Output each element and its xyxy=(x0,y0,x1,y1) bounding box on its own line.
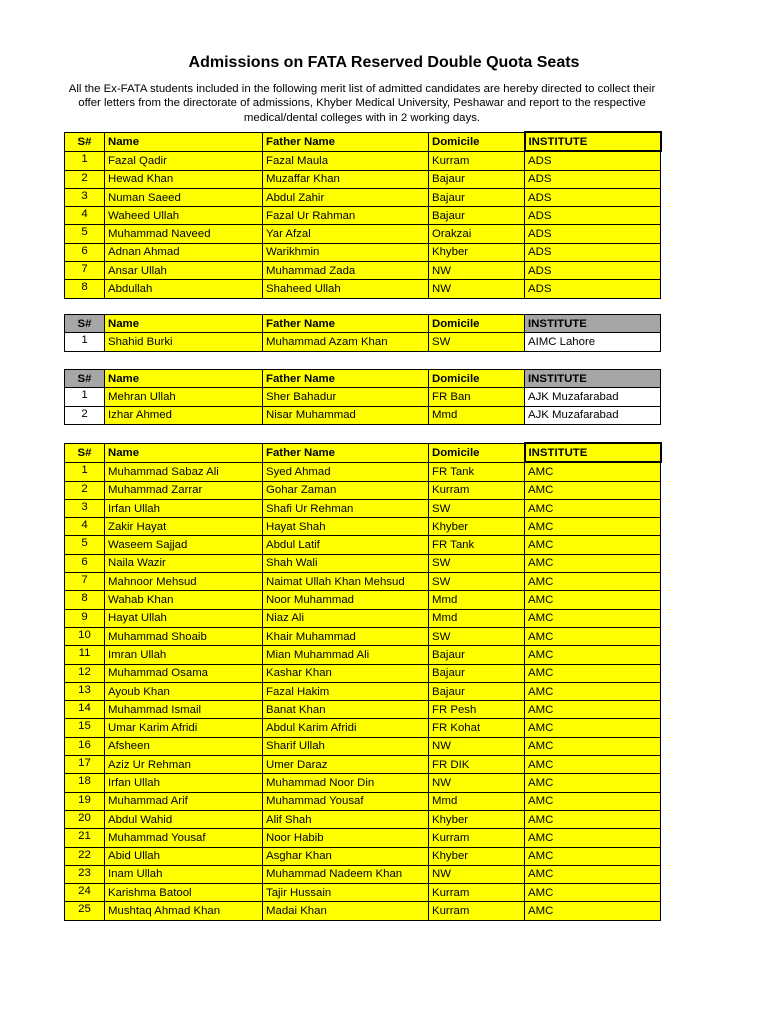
row-institute: ADS xyxy=(525,243,661,261)
row-father-name: Muhammad Yousaf xyxy=(263,792,429,810)
row-institute: AJK Muzafarabad xyxy=(525,388,661,406)
row-domicile: Kurram xyxy=(429,151,525,170)
row-domicile: SW xyxy=(429,573,525,591)
row-institute: AMC xyxy=(525,499,661,517)
row-name: Abid Ullah xyxy=(105,847,263,865)
row-serial-number: 19 xyxy=(65,792,105,810)
row-serial-number: 2 xyxy=(65,406,105,424)
row-domicile: SW xyxy=(429,627,525,645)
row-institute: AMC xyxy=(525,774,661,792)
table-row xyxy=(65,719,661,737)
row-father-name: Kashar Khan xyxy=(263,664,429,682)
table-row xyxy=(65,388,661,406)
row-institute: AMC xyxy=(525,573,661,591)
table-row xyxy=(65,865,661,883)
row-serial-number: 13 xyxy=(65,682,105,700)
row-institute: AJK Muzafarabad xyxy=(525,406,661,424)
row-institute: AMC xyxy=(525,884,661,902)
row-name: Irfan Ullah xyxy=(105,774,263,792)
row-institute: AMC xyxy=(525,554,661,572)
table-row xyxy=(65,262,661,280)
row-institute: AMC xyxy=(525,902,661,920)
row-serial-number: 7 xyxy=(65,262,105,280)
row-institute: AMC xyxy=(525,664,661,682)
row-serial-number: 1 xyxy=(65,151,105,170)
row-institute: AMC xyxy=(525,627,661,645)
ads-table xyxy=(64,131,662,299)
row-father-name: Asghar Khan xyxy=(263,847,429,865)
header-father-name: Father Name xyxy=(263,443,429,462)
row-serial-number: 4 xyxy=(65,518,105,536)
row-domicile: FR Pesh xyxy=(429,701,525,719)
row-father-name: Fazal Hakim xyxy=(263,682,429,700)
amc-table xyxy=(64,442,662,921)
header-father-name: Father Name xyxy=(263,132,429,151)
header-institute: INSTITUTE xyxy=(525,132,661,151)
table-row xyxy=(65,847,661,865)
row-institute: AMC xyxy=(525,865,661,883)
table-row xyxy=(65,756,661,774)
row-father-name: Muhammad Noor Din xyxy=(263,774,429,792)
row-institute: AMC xyxy=(525,737,661,755)
table-row xyxy=(65,829,661,847)
row-institute: AMC xyxy=(525,536,661,554)
row-father-name: Umer Daraz xyxy=(263,756,429,774)
row-father-name: Sher Bahadur xyxy=(263,388,429,406)
row-serial-number: 22 xyxy=(65,847,105,865)
row-serial-number: 17 xyxy=(65,756,105,774)
table-row xyxy=(65,207,661,225)
row-father-name: Madai Khan xyxy=(263,902,429,920)
table-row xyxy=(65,701,661,719)
row-name: Muhammad Zarrar xyxy=(105,481,263,499)
table-header-row xyxy=(65,132,661,151)
row-domicile: Kurram xyxy=(429,481,525,499)
row-domicile: FR Tank xyxy=(429,536,525,554)
row-serial-number: 2 xyxy=(65,170,105,188)
row-name: Izhar Ahmed xyxy=(105,406,263,424)
row-father-name: Nisar Muhammad xyxy=(263,406,429,424)
table-row xyxy=(65,810,661,828)
row-serial-number: 12 xyxy=(65,664,105,682)
row-domicile: Mmd xyxy=(429,609,525,627)
header-father-name: Father Name xyxy=(263,315,429,333)
table-row xyxy=(65,225,661,243)
row-serial-number: 25 xyxy=(65,902,105,920)
row-serial-number: 6 xyxy=(65,554,105,572)
header-institute: INSTITUTE xyxy=(525,370,661,388)
row-serial-number: 16 xyxy=(65,737,105,755)
row-domicile: Bajaur xyxy=(429,664,525,682)
header-domicile: Domicile xyxy=(429,132,525,151)
row-serial-number: 10 xyxy=(65,627,105,645)
row-serial-number: 5 xyxy=(65,225,105,243)
table-row xyxy=(65,170,661,188)
row-institute: ADS xyxy=(525,170,661,188)
row-institute: AMC xyxy=(525,847,661,865)
row-domicile: NW xyxy=(429,262,525,280)
row-name: Ansar Ullah xyxy=(105,262,263,280)
row-name: Mehran Ullah xyxy=(105,388,263,406)
row-institute: ADS xyxy=(525,151,661,170)
row-father-name: Sharif Ullah xyxy=(263,737,429,755)
row-name: Waheed Ullah xyxy=(105,207,263,225)
row-name: Mushtaq Ahmad Khan xyxy=(105,902,263,920)
row-domicile: Mmd xyxy=(429,406,525,424)
row-serial-number: 20 xyxy=(65,810,105,828)
table-header-row xyxy=(65,315,661,333)
row-name: Aziz Ur Rehman xyxy=(105,756,263,774)
row-name: Wahab Khan xyxy=(105,591,263,609)
row-institute: AIMC Lahore xyxy=(525,333,661,351)
row-domicile: Mmd xyxy=(429,792,525,810)
row-father-name: Abdul Latif xyxy=(263,536,429,554)
row-name: Shahid Burki xyxy=(105,333,263,351)
header-father-name: Father Name xyxy=(263,370,429,388)
page-title: Admissions on FATA Reserved Double Quota Seats xyxy=(188,54,580,71)
table-row xyxy=(65,280,661,298)
row-institute: ADS xyxy=(525,225,661,243)
row-father-name: Shah Wali xyxy=(263,554,429,572)
header-sn: S# xyxy=(65,315,105,333)
row-father-name: Abdul Karim Afridi xyxy=(263,719,429,737)
row-name: Muhammad Shoaib xyxy=(105,627,263,645)
row-serial-number: 1 xyxy=(65,462,105,481)
row-serial-number: 3 xyxy=(65,499,105,517)
row-father-name: Abdul Zahir xyxy=(263,188,429,206)
row-domicile: Bajaur xyxy=(429,646,525,664)
header-sn: S# xyxy=(65,132,105,151)
row-father-name: Yar Afzal xyxy=(263,225,429,243)
row-institute: AMC xyxy=(525,646,661,664)
table-row xyxy=(65,591,661,609)
row-name: Ayoub Khan xyxy=(105,682,263,700)
row-name: Inam Ullah xyxy=(105,865,263,883)
header-name: Name xyxy=(105,370,263,388)
row-name: Mahnoor Mehsud xyxy=(105,573,263,591)
table-row xyxy=(65,884,661,902)
row-serial-number: 8 xyxy=(65,591,105,609)
table-row xyxy=(65,664,661,682)
table-row xyxy=(65,536,661,554)
row-father-name: Noor Muhammad xyxy=(263,591,429,609)
row-institute: ADS xyxy=(525,280,661,298)
row-domicile: NW xyxy=(429,280,525,298)
row-domicile: Mmd xyxy=(429,591,525,609)
row-name: Muhammad Sabaz Ali xyxy=(105,462,263,481)
table-row xyxy=(65,609,661,627)
row-domicile: NW xyxy=(429,737,525,755)
row-serial-number: 15 xyxy=(65,719,105,737)
row-father-name: Shafi Ur Rehman xyxy=(263,499,429,517)
row-institute: AMC xyxy=(525,518,661,536)
row-name: Umar Karim Afridi xyxy=(105,719,263,737)
row-serial-number: 8 xyxy=(65,280,105,298)
row-institute: AMC xyxy=(525,481,661,499)
row-father-name: Niaz Ali xyxy=(263,609,429,627)
row-name: Hewad Khan xyxy=(105,170,263,188)
table-row xyxy=(65,573,661,591)
row-domicile: Bajaur xyxy=(429,170,525,188)
row-domicile: Khyber xyxy=(429,243,525,261)
header-domicile: Domicile xyxy=(429,370,525,388)
table-row xyxy=(65,151,661,170)
row-name: Numan Saeed xyxy=(105,188,263,206)
table-row xyxy=(65,243,661,261)
row-father-name: Banat Khan xyxy=(263,701,429,719)
row-domicile: Khyber xyxy=(429,810,525,828)
header-sn: S# xyxy=(65,443,105,462)
row-father-name: Mian Muhammad Ali xyxy=(263,646,429,664)
row-name: Muhammad Osama xyxy=(105,664,263,682)
row-name: Irfan Ullah xyxy=(105,499,263,517)
row-domicile: Kurram xyxy=(429,829,525,847)
row-domicile: Bajaur xyxy=(429,682,525,700)
row-name: Waseem Sajjad xyxy=(105,536,263,554)
row-father-name: Tajir Hussain xyxy=(263,884,429,902)
row-serial-number: 11 xyxy=(65,646,105,664)
row-serial-number: 4 xyxy=(65,207,105,225)
row-name: Zakir Hayat xyxy=(105,518,263,536)
row-serial-number: 21 xyxy=(65,829,105,847)
row-father-name: Shaheed Ullah xyxy=(263,280,429,298)
table-row xyxy=(65,499,661,517)
row-domicile: SW xyxy=(429,499,525,517)
row-serial-number: 7 xyxy=(65,573,105,591)
row-institute: AMC xyxy=(525,701,661,719)
header-sn: S# xyxy=(65,370,105,388)
row-domicile: FR Kohat xyxy=(429,719,525,737)
table-row xyxy=(65,682,661,700)
row-serial-number: 23 xyxy=(65,865,105,883)
row-institute: ADS xyxy=(525,188,661,206)
row-domicile: Bajaur xyxy=(429,188,525,206)
row-father-name: Muhammad Zada xyxy=(263,262,429,280)
table-header-row xyxy=(65,443,661,462)
table-row xyxy=(65,333,661,351)
row-domicile: Khyber xyxy=(429,518,525,536)
row-domicile: NW xyxy=(429,774,525,792)
row-father-name: Naimat Ullah Khan Mehsud xyxy=(263,573,429,591)
table-row xyxy=(65,792,661,810)
table-row xyxy=(65,646,661,664)
row-name: Adnan Ahmad xyxy=(105,243,263,261)
header-institute: INSTITUTE xyxy=(525,443,661,462)
table-row xyxy=(65,902,661,920)
header-name: Name xyxy=(105,132,263,151)
table-row xyxy=(65,406,661,424)
row-domicile: FR Ban xyxy=(429,388,525,406)
row-name: Abdul Wahid xyxy=(105,810,263,828)
row-serial-number: 2 xyxy=(65,481,105,499)
row-institute: AMC xyxy=(525,462,661,481)
row-serial-number: 5 xyxy=(65,536,105,554)
row-father-name: Khair Muhammad xyxy=(263,627,429,645)
row-name: Hayat Ullah xyxy=(105,609,263,627)
header-name: Name xyxy=(105,315,263,333)
row-serial-number: 1 xyxy=(65,333,105,351)
header-domicile: Domicile xyxy=(429,315,525,333)
row-name: Muhammad Yousaf xyxy=(105,829,263,847)
row-domicile: Khyber xyxy=(429,847,525,865)
row-name: Karishma Batool xyxy=(105,884,263,902)
row-name: Muhammad Arif xyxy=(105,792,263,810)
row-institute: AMC xyxy=(525,756,661,774)
row-domicile: Orakzai xyxy=(429,225,525,243)
row-serial-number: 3 xyxy=(65,188,105,206)
row-father-name: Warikhmin xyxy=(263,243,429,261)
row-name: Muhammad Ismail xyxy=(105,701,263,719)
table-row xyxy=(65,481,661,499)
table-row xyxy=(65,462,661,481)
row-father-name: Syed Ahmad xyxy=(263,462,429,481)
header-institute: INSTITUTE xyxy=(525,315,661,333)
row-institute: AMC xyxy=(525,829,661,847)
table-row xyxy=(65,188,661,206)
row-institute: ADS xyxy=(525,207,661,225)
row-domicile: FR Tank xyxy=(429,462,525,481)
row-father-name: Noor Habib xyxy=(263,829,429,847)
header-name: Name xyxy=(105,443,263,462)
row-father-name: Fazal Maula xyxy=(263,151,429,170)
row-name: Fazal Qadir xyxy=(105,151,263,170)
row-name: Imran Ullah xyxy=(105,646,263,664)
table-row xyxy=(65,518,661,536)
row-serial-number: 14 xyxy=(65,701,105,719)
row-name: Muhammad Naveed xyxy=(105,225,263,243)
row-serial-number: 24 xyxy=(65,884,105,902)
row-institute: AMC xyxy=(525,810,661,828)
row-father-name: Muhammad Azam Khan xyxy=(263,333,429,351)
row-domicile: FR DIK xyxy=(429,756,525,774)
table-row xyxy=(65,774,661,792)
row-father-name: Fazal Ur Rahman xyxy=(263,207,429,225)
row-institute: AMC xyxy=(525,792,661,810)
row-father-name: Muhammad Nadeem Khan xyxy=(263,865,429,883)
intro-paragraph: All the Ex-FATA students included in the following merit list of admitted candidates are hereby directed to collect their offer letters from the directorate of admissions, Khyber Medical University, Peshawar and report to the respective medical/dental colleges with in 2 working days. xyxy=(68,83,656,124)
row-serial-number: 18 xyxy=(65,774,105,792)
row-domicile: Kurram xyxy=(429,884,525,902)
row-domicile: SW xyxy=(429,554,525,572)
row-name: Abdullah xyxy=(105,280,263,298)
row-father-name: Alif Shah xyxy=(263,810,429,828)
row-serial-number: 6 xyxy=(65,243,105,261)
row-serial-number: 1 xyxy=(65,388,105,406)
row-domicile: Bajaur xyxy=(429,207,525,225)
row-serial-number: 9 xyxy=(65,609,105,627)
table-row xyxy=(65,737,661,755)
row-father-name: Gohar Zaman xyxy=(263,481,429,499)
row-name: Naila Wazir xyxy=(105,554,263,572)
row-name: Afsheen xyxy=(105,737,263,755)
row-institute: AMC xyxy=(525,609,661,627)
row-domicile: Kurram xyxy=(429,902,525,920)
ajk-table xyxy=(64,369,661,425)
row-domicile: SW xyxy=(429,333,525,351)
row-institute: ADS xyxy=(525,262,661,280)
row-father-name: Muzaffar Khan xyxy=(263,170,429,188)
table-row xyxy=(65,554,661,572)
header-domicile: Domicile xyxy=(429,443,525,462)
row-institute: AMC xyxy=(525,591,661,609)
table-header-row xyxy=(65,370,661,388)
row-father-name: Hayat Shah xyxy=(263,518,429,536)
row-institute: AMC xyxy=(525,682,661,700)
row-institute: AMC xyxy=(525,719,661,737)
table-row xyxy=(65,627,661,645)
row-domicile: NW xyxy=(429,865,525,883)
aimc-table xyxy=(64,314,661,352)
